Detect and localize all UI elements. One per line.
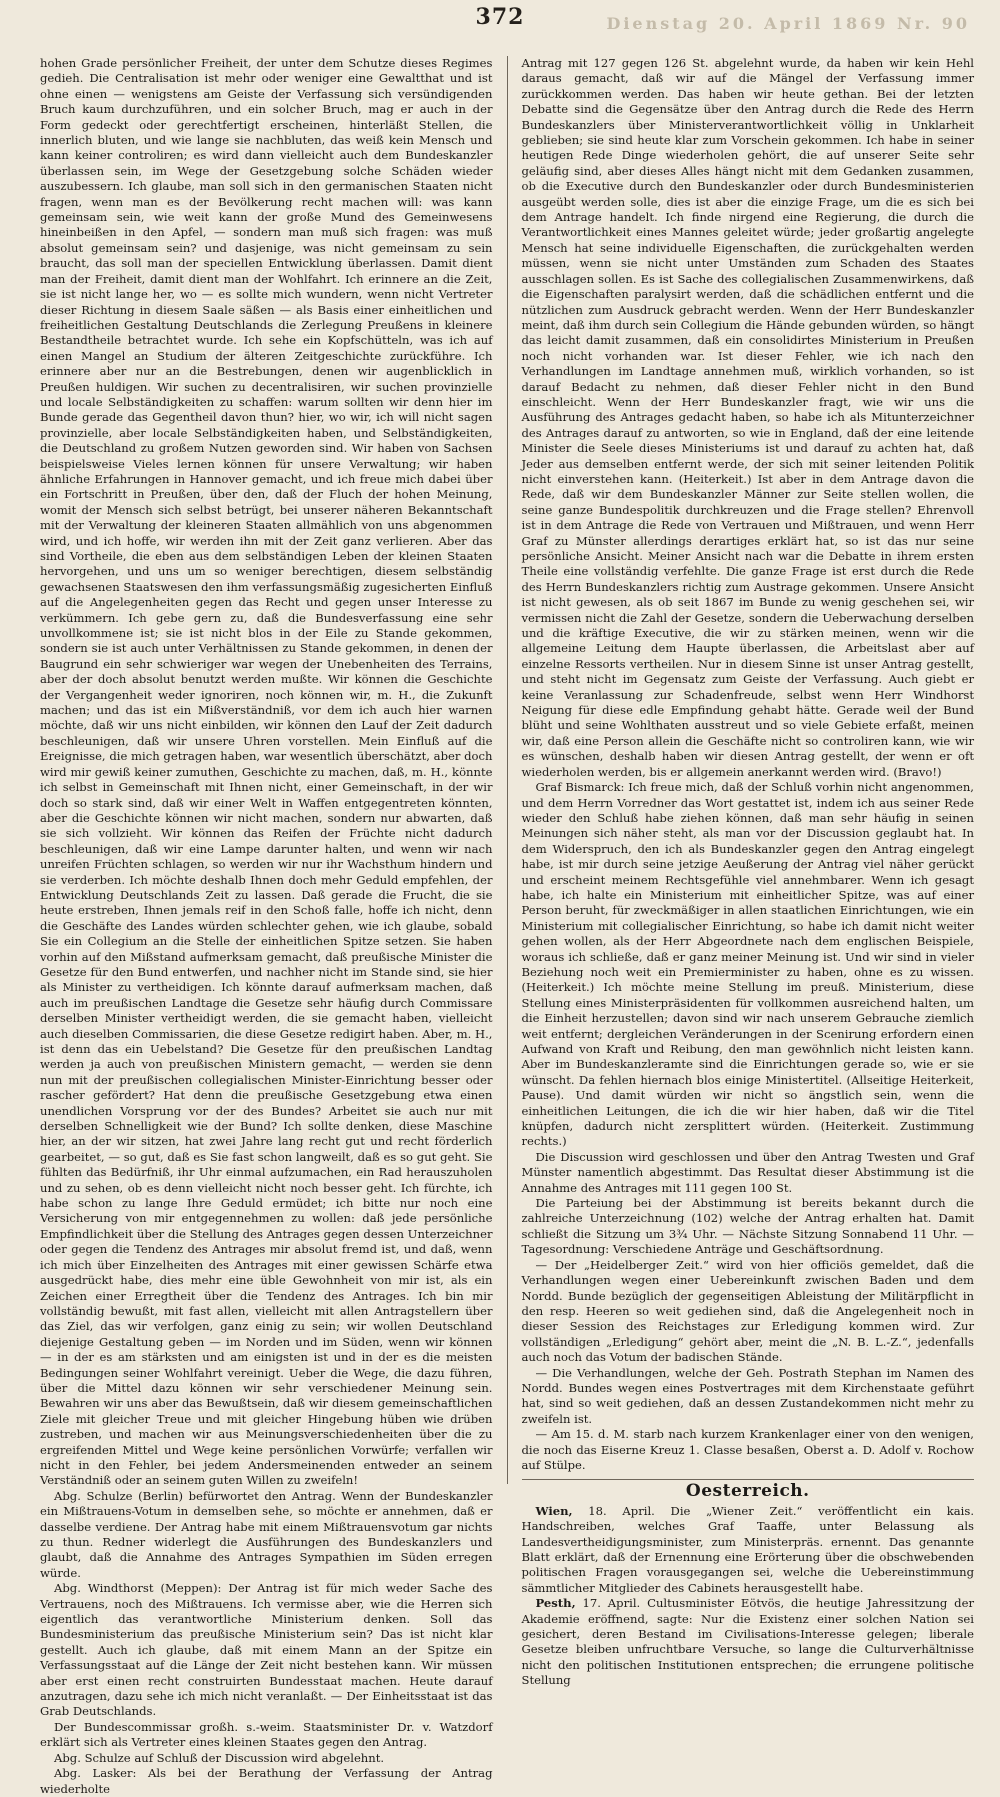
text-columns bbox=[40, 56, 975, 1796]
paragraph: Abg. Windthorst (Meppen): Der Antrag ist für mich weder Sache des Vertrauens, noch des Mißtrauens. Ich vermisse aber, wie die Herren sich eigentlich das verantwortliche Ministerium denken. Soll das Bundesministerium das preußische Ministerium sein? Das ist nicht klar gestellt. Auch ich glaube, daß mit einem Mann an der Spitze ein Verfassungsstaat auf die Länge der Zeit nicht bestehen kann. Wir müssen aber erst einen recht construirten Bundesstaat machen. Heute darauf anzutragen, dazu sehe ich mich nicht veranlaßt. — Der Einheitsstaat ist das Grab Deutschlands. bbox=[40, 1581, 493, 1719]
dispatch-text: 18. April. Die „Wiener Zeit.“ veröffentlicht ein kais. Handschreiben, welches Graf Taaffe, unter Belassung als Landesvertheidigungsminister, zum Ministerpräs. ernennt. Das genannte Blatt erklärt, daß der Ernennung eine Erörterung über die obschwebenden politischen Fragen vorausgegangen sei, welche die Uebereinstimmung sämmtlicher Mitglieder des Cabinets herausgestellt habe. bbox=[521, 1503, 975, 1595]
section-heading: Oesterreich. bbox=[522, 1479, 975, 1499]
dateline: Wien, bbox=[535, 1503, 573, 1518]
paragraph: Abg. Schulze auf Schluß der Discussion wird abgelehnt. bbox=[54, 1750, 385, 1765]
paragraph: Die Discussion wird geschlossen und über den Antrag Twesten und Graf Münster namentlich abgestimmt. Das Resultat dieser Abstimmung ist die Annahme des Antrages mit 111 gegen 100 St. bbox=[521, 1149, 974, 1195]
paragraph: — Die Verhandlungen, welche der Geh. Postrath Stephan im Namen des Nordd. Bundes wegen eines Postvertrages mit dem Kirchenstaate geführt hat, sind so weit gediehen, daß an dessen Zustandekommen nicht mehr zu zweifeln ist. bbox=[521, 1365, 974, 1426]
dispatch-paragraph bbox=[522, 1596, 975, 1688]
paragraph: Abg. Schulze (Berlin) befürwortet den Antrag. Wenn der Bundeskanzler ein Mißtrauens-Votum in demselben sehe, so möchte er annehmen, daß er dasselbe verdiene. Der Antrag habe mit einem Mißtrauensvotum gar nichts zu thun. Redner widerlegt die Ausführungen des Bundeskanzlers und glaubt, daß die Annahme des Antrages Sympathien im Süden erregen würde. bbox=[40, 1488, 493, 1580]
paragraph: Der Bundescommissar großh. s.-weim. Staatsminister Dr. v. Watzdorf erklärt sich als Vertreter eines kleinen Staates gegen den Antrag. bbox=[40, 1719, 493, 1750]
dispatch-paragraph bbox=[522, 1504, 975, 1596]
dateline: Pesth, bbox=[535, 1596, 576, 1611]
paragraph: Die Parteiung bei der Abstimmung ist bereits bekannt durch die zahlreiche Unterzeichnung (102) welche der Antrag erhalten hat. Damit schließt die Sitzung um 3¾ Uhr. — Nächste Sitzung Sonnabend 11 Uhr. — Tagesordnung: Verschiedene Anträge und Geschäftsordnung. bbox=[521, 1196, 974, 1257]
paragraph: Graf Bismarck: Ich freue mich, daß der Schluß vorhin nicht angenommen, und dem Herrn Vorredner das Wort gestattet ist, indem ich aus seiner Rede wieder den Schluß habe ziehen können, daß man sehr häufig in seinen Meinungen sich näher steht, als man vor der Discussion geglaubt hat. In dem Widerspruch, den ich als Bundeskanzler gegen den Antrag eingelegt habe, ist mir durch seine jetzige Aeußerung der Antrag viel näher gerückt und erscheint meinem Rechtsgefühle viel annehmbarer. Wenn ich gesagt habe, ich halte ein Ministerium mit einheitlicher Spitze, was auf einer Person beruht, für zweckmäßiger in allen staatlichen Einrichtungen, wie ein Ministerium mit collegialischer Einrichtung, so habe ich damit nicht weiter gehen wollen, als der Herr Abgeordnete nach dem englischen Beispiele, woraus ich schließe, daß er ganz meiner Meinung ist. Und wir sind in vieler Beziehung noch weit ein Premierminister zu haben, ohne es zu wissen. (Heiterkeit.) Ich möchte meine Stellung im preuß. Ministerium, diese Stellung eines Ministerpräsidenten für vollkommen ausreichend halten, um die Einheit herzustellen; davon sind wir nach unserem Gebrauche ziemlich weit entfernt; dergleichen Veränderungen in der Scenirung erfordern einen Aufwand von Kraft und Reibung, den man gewöhnlich nicht leisten kann. Aber im Bundeskanzleramte sind die Einrichtungen gerade so, wie er sie wünscht. Da fehlen hiernach blos einige Ministertitel. (Allseitige Heiterkeit, Pause). Und damit würden wir nicht so ängstlich sein, wenn die einheitlichen Leitungen, die ich die wir hier haben, daß wir die Titel knüpfen, dadurch nicht zersplittert würden. (Heiterkeit. Zustimmung rechts.) bbox=[521, 780, 974, 1149]
column-divider bbox=[507, 56, 508, 1484]
paragraph: — Am 15. d. M. starb nach kurzem Krankenlager einer von den wenigen, die noch das Eiserne Kreuz 1. Classe besaßen, Oberst a. D. Adolf v. Rochow auf Stülpe. bbox=[521, 1427, 974, 1472]
page-number: 372 bbox=[475, 4, 525, 30]
paragraph: hohen Grade persönlicher Freiheit, der unter dem Schutze dieses Regimes gedieh. Die Centralisation ist mehr oder weniger eine Gewaltthat und ist ohne einen — wenigstens am Geiste der Verfassung sich versündigenden Bruch kaum durchzuführen, und ein solcher Bruch, mag er auch in der Form gedeckt oder gerechtfertigt erscheinen, hinterläßt Stellen, die innerlich bluten, und wie lange sie nachbluten, das weiß kein Mensch und kann keiner controliren; es wird dann vielleicht auch dem Bundeskanzler überlassen sein, im Wege der Gesetzgebung solche Schäden wieder auszubessern. Ich glaube, man soll sich in den germanischen Staaten nicht fragen, wenn man es der Bevölkerung recht machen will: was kann gemeinsam sein, wie weit kann der große Mund des Gemeinwesens hineinbeißen in den Apfel, — sondern man muß sich fragen: was muß absolut gemeinsam sein? und dasjenige, was nicht gemeinsam zu sein braucht, das soll man der speciellen Entwicklung überlassen. Damit dient man der Freiheit, damit dient man der Wohlfahrt. Ich erinnere an die Zeit, sie ist nicht lange her, wo — es sollte mich wundern, wenn nicht Vertreter dieser Richtung in diesem Saale säßen — als Basis einer einheitlichen und freiheitlichen Gestaltung Deutschlands die Zerlegung Preußens in kleinere Bestandtheile betrachtet wurde. Ich sehe ein Kopfschütteln, was ich auf einen Mangel an Studium der älteren Zeitgeschichte zurückführe. Ich erinnere aber nur an die Bestrebungen, denen wir augenblicklich in Preußen huldigen. Wir suchen zu decentralisiren, wir suchen provinzielle und locale Selbständigkeiten zu schaffen: warum sollten wir denn hier im Bunde gerade das Gegentheil davon thun? hier, wo wir, ich will nicht sagen provinzielle, aber locale Selbständigkeiten haben, und Selbständigkeiten, die Deutschland zu großem Nutzen geworden sind. Wir haben von Sachsen beispielsweise Vieles lernen können für unsere Verwaltung; wir haben ähnliche Erfahrungen in Hannover gemacht, und ich freue mich dabei über ein Fortschritt in Preußen, über den, daß der Fluch der hohen Meinung, womit der Mensch sich selbst betrügt, bei unserer näheren Bekanntschaft mit der Verwaltung der kleineren Staaten allmählich von uns abgenommen wird, und ich hoffe, wir werden ihn mit der Zeit ganz verlieren. Aber das sind Vortheile, die eben aus dem selbständigen Leben der kleinen Staaten hervorgehen, und uns um so weniger berechtigen, diesem selbständig gewachsenen Staatswesen den ihm verfassungsmäßig zugesicherten Einfluß auf die Angelegenheiten gegen das Recht und gegen unser Interesse zu verkümmern. Ich gebe gern zu, daß die Bundesverfassung eine sehr unvollkommene ist; sie ist nicht blos in der Eile zu Stande gekommen, sondern sie ist auch unter Verhältnissen zu Stande gekommen, in denen der Baugrund ein sehr schwieriger war wegen der Unebenheiten des Terrains, aber der doch absolut benutzt werden mußte. Wir können die Geschichte der Vergangenheit weder ignoriren, noch können wir, m. H., die Zukunft machen; und das ist ein Mißverständniß, vor dem ich auch hier warnen möchte, daß wir uns nicht einbilden, wir können den Lauf der Zeit dadurch beschleunigen, daß wir unsere Uhren vorstellen. Mein Einfluß auf die Ereignisse, die mich getragen haben, war wesentlich überschätzt, aber doch wird mir gewiß keiner zumuthen, Geschichte zu machen, daß, m. H., könnte ich selbst in Gemeinschaft mit Ihnen nicht, einer Gemeinschaft, in der wir doch so stark sind, daß wir einer Welt in Waffen entgegentreten könnten, aber die Geschichte können wir nicht machen, sondern nur abwarten, daß sie sich vollzieht. Wir können das Reifen der Früchte nicht dadurch beschleunigen, daß wir eine Lampe darunter halten, und wenn wir nach unreifen Früchten schlagen, so werden wir nur ihr Wachsthum hindern und sie verderben. Ich möchte deshalb Ihnen doch mehr Geduld empfehlen, der Entwicklung Deutschlands Zeit zu lassen. Daß gerade die Frucht, die sie heute erstreben, Ihnen jemals reif in den Schoß falle, hoffe ich nicht, denn die Geschäfte des Landes würden schlechter gehen, wie ich glaube, sobald Sie ein Collegium an die Stelle der einheitlichen Spitze setzen. Sie haben vorhin auf den Mißstand aufmerksam gemacht, daß preußische Minister die Gesetze für den Bund entwerfen, und nachher nicht im Stande sind, sie hier als Minister zu vertheidigen. Ich könnte darauf aufmerksam machen, daß auch im preußischen Landtage die Gesetze sehr häufig durch Commissare derselben Minister vertheidigt werden, die sie gemacht haben, vielleicht auch dieselben Commissarien, die diese Gesetze redigirt haben. Aber, m. H., ist denn das ein Uebelstand? Die Gesetze für den preußischen Landtag werden ja auch von preußischen Ministern gemacht, — werden sie denn nun mit der preußischen collegialischen Minister-Einrichtung besser oder rascher gefördert? Hat denn die preußische Gesetzgebung etwa einen unendlichen Vorsprung vor der des Bundes? Arbeitet sie auch nur mit derselben Schnelligkeit wie der Bund? Ich sollte denken, diese Maschine hier, an der wir sitzen, hat zwei Jahre lang recht gut und recht förderlich gearbeitet, — so gut, daß es Sie fast schon langweilt, daß es so gut geht. Sie fühlten das Bedürfniß, ihr Uhr einmal aufzumachen, ein Rad herauszuholen und zu sehen, ob es denn vielleicht nicht noch besser geht. Ich fürchte, ich habe schon zu lange Ihre Geduld ermüdet; ich bitte nur noch eine Versicherung von mir entgegennehmen zu wollen: daß jede persönliche Empfindlichkeit über die Stellung des Antrages gegen dessen Unterzeichner oder gegen die Tendenz des Antrages mir absolut fremd ist, und daß, wenn ich mich über Einzelheiten des Antrages mit einer gewissen Schärfe etwa ausgedrückt habe, dies mehr eine üble Gewohnheit von mir ist, als ein Zeichen einer Erregtheit über die Tendenz des Antrages. Ich bin mir vollständig bewußt, mit fast allen, vielleicht mit allen Antragstellern über das Ziel, das wir verfolgen, ganz einig zu sein; wir wollen Deutschland diejenige Gestaltung geben — im Norden und im Süden, wenn wir können — in der es am stärksten und am einigsten ist und in der es die meisten Bedingungen seiner Wohlfahrt vereinigt. Ueber die Wege, die dazu führen, über die Mittel dazu können wir sehr verschiedener Meinung sein. Bewahren wir uns aber das Bewußtsein, daß wir diesem gemeinschaftlichen Ziele mit gleicher Treue und mit gleicher Hingebung hüben wie drüben zustreben, und machen wir aus Meinungsverschiedenheiten über die zu ergreifenden Mittel und Wege keine persönlichen Vorwürfe; verfallen wir nicht in den Fehler, bei jedem Andersmeinenden entweder an seinem Verständniß oder an seinem guten Willen zu zweifeln! bbox=[40, 56, 493, 1488]
paragraph: Antrag mit 127 gegen 126 St. abgelehnt wurde, da haben wir kein Hehl daraus gemacht, daß wir auf die Mängel der Verfassung immer zurückkommen werden. Das haben wir heute gethan. Bei der letzten Debatte sind die Gegensätze über den Antrag durch die Rede des Herrn Bundeskanzlers über Ministerverantwortlichkeit völlig in Unklarheit geblieben; sie sind heute klar zum Vorschein gekommen. Ich habe in seiner heutigen Rede Dinge wiederholen gehört, die auf unserer Seite sehr geläufig sind, aber dieses Alles hängt nicht mit dem Gedanken zusammen, ob die Executive durch den Bundeskanzler oder durch Bundesministerien ausgeübt werden solle, dies ist aber die einzige Frage, um die es sich bei dem Antrage handelt. Ich finde nirgend eine Regierung, die durch die Verantwortlichkeit eines Mannes geleitet würde; jeder großartig angelegte Mensch hat seine individuelle Eigenschaften, die zurückgehalten werden müssen, wenn sie nicht unter Umständen zum Schaden des Staates ausschlagen sollen. Es ist Sache des collegialischen Zusammenwirkens, daß die Eigenschaften paralysirt werden, daß die schädlichen entfernt und die nützlichen zum Ausdruck gebracht werden. Wenn der Herr Bundeskanzler meint, daß ihm durch sein Collegium die Hände gebunden würden, so hängt das leicht damit zusammen, daß ein consolidirtes Ministerium in Preußen noch nicht vorhanden war. Ist dieser Fehler, wie ich nach den Verhandlungen im Landtage annehmen muß, wirklich vorhanden, so ist darauf Bedacht zu nehmen, daß dieser Fehler nicht in den Bund einschleicht. Wenn der Herr Bundeskanzler fragt, wie wir uns die Ausführung des Antrages gedacht haben, so habe ich als Mitunterzeichner des Antrages darauf zu antworten, so wie in England, daß der eine leitende Minister die Seele dieses Ministeriums ist und darauf zu achten hat, daß Jeder aus demselben entfernt werde, der sich mit seiner leitenden Politik nicht einverstehen kann. (Heiterkeit.) Ist aber in dem Antrage davon die Rede, daß wir dem Bundeskanzler Männer zur Seite stellen wollen, die seine ganze Bundespolitik durchkreuzen und die Frage stellen? Ehrenvoll ist in dem Antrage die Rede von Vertrauen und Mißtrauen, und wenn Herr Graf zu Münster allerdings derartiges erklärt hat, so ist das nur seine persönliche Ansicht. Meiner Ansicht nach war die Debatte in ihrem ersten Theile eine vollständig verfehlte. Die ganze Frage ist erst durch die Rede des Herrn Bundeskanzlers richtig zum Austrage gekommen. Unsere Ansicht ist nicht gewesen, als ob seit 1867 im Bunde zu wenig geschehen sei, wir vermissen nicht die Zahl der Gesetze, sondern die Ueberwachung derselben und die kräftige Executive, die wir zu stärken meinen, wenn wir die allgemeine Leitung dem Haupte überlassen, die Arbeitslast aber auf einzelne Ressorts vertheilen. Nur in diesem Sinne ist unser Antrag gestellt, und steht nicht im Gegensatz zum Geiste der Verfassung. Auch giebt er keine Veranlassung zur Schadenfreude, selbst wenn Herr Windhorst Neigung für diese edle Empfindung gehabt hätte. Gerade weil der Bund blüht und seine Wohlthaten ausstreut und so viele Gebiete erfaßt, meinen wir, daß eine Person allein die Geschäfte nicht so controliren kann, wie wir es wünschen, deshalb haben wir diesen Antrag gestellt, der wenn er oft wiederholen werden, bis er allgemein anerkannt werden wird. (Bravo!) bbox=[521, 56, 974, 779]
bleed-through-text: Dienstag 20. April 1869 Nr. 90 bbox=[606, 14, 970, 33]
paragraph: — Der „Heidelberger Zeit.“ wird von hier officiös gemeldet, daß die Verhandlungen wegen einer Uebereinkunft zwischen Baden und dem Nordd. Bunde bezüglich der gegenseitigen Ableistung der Militärpflicht in den resp. Heeren so weit gediehen sind, daß die Angelegenheit noch in dieser Session des Reichstages zur Erledigung kommen wird. Zur vollständigen „Erledigung“ gehört aber, meint die „N. B. L.-Z.“, jedenfalls auch noch das Votum der badischen Stände. bbox=[521, 1257, 974, 1365]
right-column bbox=[521, 56, 975, 1688]
left-column bbox=[40, 56, 493, 1796]
paragraph: Abg. Lasker: Als bei der Berathung der Verfassung der Antrag wiederholte bbox=[40, 1766, 493, 1796]
dispatch-text: 17. April. Cultusminister Eötvös, die heutige Jahressitzung der Akademie eröffnend, sagte: Nur die Existenz einer solchen Nation sei gesichert, deren Bestand im Civilisations-Interesse gelegen; liberale Gesetze bleiben unfruchtbare Versuche, so lange die Culturverhältnisse nicht den politischen Institutionen entsprechen; die errungene politische Stellung bbox=[521, 1596, 975, 1688]
